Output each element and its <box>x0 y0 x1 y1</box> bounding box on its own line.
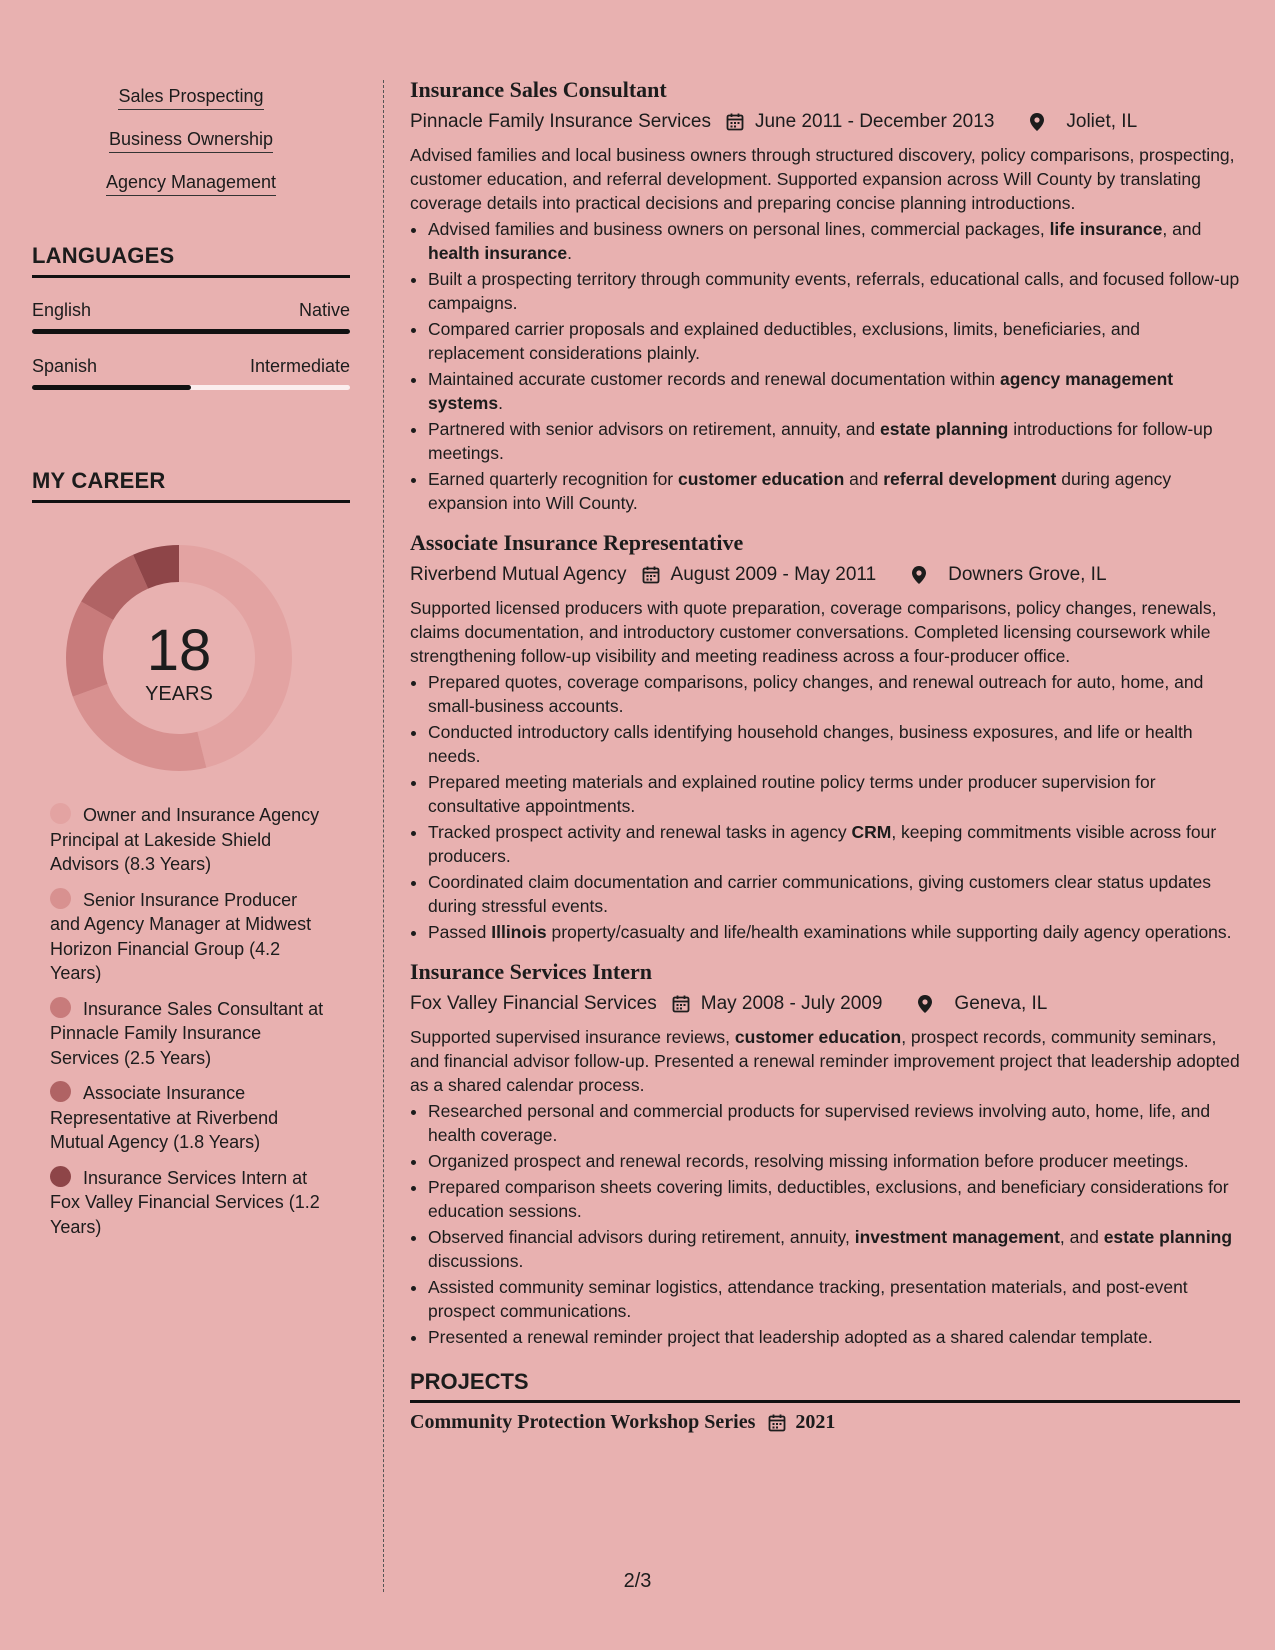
calendar-icon <box>725 112 745 132</box>
job-bullet <box>428 367 1240 415</box>
bullet-text: during agency expansion into Will County. <box>428 469 1172 513</box>
job-bullet <box>428 920 1240 944</box>
calendar-icon <box>641 565 661 585</box>
job-bullet <box>428 217 1240 265</box>
skills-list <box>32 85 350 196</box>
job-bullet <box>428 1099 1240 1147</box>
job-company: Riverbend Mutual Agency <box>410 564 627 585</box>
bullet-text: referral development <box>883 469 1057 489</box>
skill-tag: Business Ownership <box>109 128 273 153</box>
bullet-text: Tracked prospect activity and renewal tasks in agency <box>428 822 852 842</box>
bullet-text: Conducted introductory calls identifying household changes, business exposures, and life or health needs. <box>428 722 1193 766</box>
job-bullets <box>410 1099 1240 1349</box>
job-bullet <box>428 670 1240 718</box>
location-pin-icon <box>916 994 934 1014</box>
bullet-text: introductions for follow-up meetings. <box>428 419 1213 463</box>
bullet-text: . <box>498 393 503 413</box>
legend-color-dot <box>50 1081 71 1102</box>
legend-color-dot <box>50 997 71 1018</box>
bullet-text: discussions. <box>428 1251 524 1271</box>
skill-tag: Agency Management <box>106 171 276 196</box>
job-entry <box>410 529 1240 944</box>
job-bullet <box>428 1325 1240 1349</box>
job-company: Fox Valley Financial Services <box>410 993 657 1014</box>
legend-color-dot <box>50 803 71 824</box>
language-proficiency-bar <box>32 329 350 334</box>
job-dates: August 2009 - May 2011 <box>670 564 877 585</box>
job-entry <box>410 958 1240 1349</box>
bullet-text: Presented a renewal reminder project that leadership adopted as a shared calendar template. <box>428 1327 1153 1347</box>
bullet-text: Compared carrier proposals and explained deductibles, exclusions, limits, beneficiaries, and replacement considerations plainly. <box>428 319 1141 363</box>
career-legend-item <box>50 888 330 986</box>
bullet-text: CRM <box>851 822 892 842</box>
job-summary <box>410 1025 1240 1097</box>
bullet-text: Illinois <box>491 922 547 942</box>
language-proficiency-bar <box>32 385 350 390</box>
bullet-text: Organized prospect and renewal records, resolving missing information before producer meetings. <box>428 1151 1189 1171</box>
language-proficiency-fill <box>32 385 191 390</box>
project-entry <box>410 1411 1240 1434</box>
bullet-text: Partnered with senior advisors on retirement, annuity, and <box>428 419 880 439</box>
calendar-icon <box>767 1413 787 1433</box>
bullet-text: health insurance <box>428 243 568 263</box>
career-total <box>64 543 294 706</box>
bullet-text: , and <box>1059 1227 1104 1247</box>
job-location: Joliet, IL <box>1066 111 1138 132</box>
job-dates: May 2008 - July 2009 <box>700 993 883 1014</box>
bullet-text: estate planning <box>1103 1227 1233 1247</box>
job-title: Insurance Sales Consultant <box>410 77 667 102</box>
bullet-text: investment management <box>854 1227 1060 1247</box>
job-bullet <box>428 267 1240 315</box>
job-title: Associate Insurance Representative <box>410 530 744 555</box>
bullet-text: Earned quarterly recognition for <box>428 469 678 489</box>
job-bullet <box>428 467 1240 515</box>
career-legend-item <box>50 1166 330 1240</box>
job-bullet <box>428 770 1240 818</box>
language-name: English <box>32 300 92 320</box>
career-legend-label: Senior Insurance Producer and Agency Manager at Midwest Horizon Financial Group (4.2 Years) <box>50 889 312 983</box>
bullet-text: Passed <box>428 922 492 942</box>
job-bullet <box>428 317 1240 365</box>
bullet-text: Maintained accurate customer records and renewal documentation within <box>428 369 1000 389</box>
language-proficiency-fill <box>32 329 350 334</box>
bullet-text: Researched personal and commercial products for supervised reviews involving auto, home, life, and health coverage. <box>428 1101 1211 1145</box>
job-bullet <box>428 720 1240 768</box>
language-spanish <box>32 356 350 390</box>
calendar-icon <box>671 994 691 1014</box>
job-location: Downers Grove, IL <box>948 564 1107 585</box>
bullet-text: estate planning <box>880 419 1009 439</box>
legend-color-dot <box>50 1166 71 1187</box>
job-dates: June 2011 - December 2013 <box>754 111 995 132</box>
bullet-text: Prepared meeting materials and explained routine policy terms under producer supervision for consultative appointments. <box>428 772 1156 816</box>
bullet-text: Built a prospecting territory through community events, referrals, educational calls, and focused follow-up campaigns. <box>428 269 1240 313</box>
career-heading: MY CAREER <box>32 468 350 503</box>
legend-color-dot <box>50 888 71 909</box>
job-summary: Advised families and local business owners through structured discovery, policy comparisons, prospecting, customer education, and referral development. Supported expansion across Will County by translating coverage details into practical decisions and preparing concise planning introductions. <box>410 145 1235 213</box>
bullet-text: and <box>844 469 884 489</box>
bullet-text: customer education <box>678 469 845 489</box>
job-meta <box>410 110 1240 134</box>
page-number: 2/3 <box>623 1570 652 1592</box>
bullet-text: Assisted community seminar logistics, attendance tracking, presentation materials, and post-event prospect communications. <box>428 1277 1188 1321</box>
job-title: Insurance Services Intern <box>410 959 652 984</box>
job-bullets <box>410 670 1240 944</box>
bullet-text: agency management systems <box>428 369 1174 413</box>
language-level: Native <box>298 300 350 320</box>
career-total-unit: YEARS <box>145 683 213 705</box>
language-level: Intermediate <box>249 356 350 376</box>
bullet-text: life insurance <box>1049 219 1163 239</box>
job-bullet <box>428 1175 1240 1223</box>
career-legend <box>50 803 330 1239</box>
languages-heading: LANGUAGES <box>32 243 350 278</box>
career-legend-label: Owner and Insurance Agency Principal at Lakeside Shield Advisors (8.3 Years) <box>50 805 320 874</box>
location-pin-icon <box>1028 112 1046 132</box>
career-legend-item <box>50 803 330 877</box>
project-date: 2021 <box>795 1411 836 1433</box>
job-bullets <box>410 217 1240 515</box>
bullet-text: Prepared comparison sheets covering limits, deductibles, exclusions, and beneficiary considerations for education sessions. <box>428 1177 1229 1221</box>
career-legend-label: Insurance Sales Consultant at Pinnacle Family Insurance Services (2.5 Years) <box>50 998 324 1068</box>
bullet-text: . <box>567 243 572 263</box>
job-summary-text: customer education <box>734 1027 902 1047</box>
projects-heading: PROJECTS <box>410 1369 1240 1403</box>
job-bullet <box>428 417 1240 465</box>
job-meta <box>410 992 1240 1016</box>
project-name: Community Protection Workshop Series <box>410 1411 756 1433</box>
bullet-text: , and <box>1162 219 1202 239</box>
job-summary-text: , prospect records, community seminars, and financial advisor follow-up. Presented a renewal reminder improvement project that leadership adopted as a shared calendar process. <box>410 1027 1240 1095</box>
career-legend-label: Associate Insurance Representative at Riverbend Mutual Agency (1.8 Years) <box>50 1083 279 1152</box>
bullet-text: Coordinated claim documentation and carrier communications, giving customers clear status updates during stressful events. <box>428 872 1212 916</box>
career-donut-chart <box>64 543 294 773</box>
location-pin-icon <box>910 565 928 585</box>
bullet-text: Advised families and business owners on personal lines, commercial packages, <box>428 219 1050 239</box>
career-total-number: 18 <box>146 618 212 683</box>
career-legend-item <box>50 997 330 1071</box>
job-location: Geneva, IL <box>954 993 1048 1014</box>
sidebar <box>32 0 350 1250</box>
language-name: Spanish <box>32 356 98 376</box>
job-summary: Supported licensed producers with quote preparation, coverage comparisons, policy changes, renewals, claims documentation, and introductory customer conversations. Completed licensing coursework while strengthening follow-up visibility and meeting readiness across a four-producer office. <box>410 598 1217 666</box>
job-entry <box>410 76 1240 515</box>
language-english <box>32 300 350 334</box>
bullet-text: property/casualty and life/health examinations while supporting daily agency operations. <box>546 922 1232 942</box>
main-content <box>410 76 1240 1434</box>
column-divider <box>383 80 384 1592</box>
career-legend-label: Insurance Services Intern at Fox Valley Financial Services (1.2 Years) <box>50 1167 320 1237</box>
job-bullet <box>428 1225 1240 1273</box>
job-company: Pinnacle Family Insurance Services <box>410 111 711 132</box>
skill-tag: Sales Prospecting <box>118 85 263 110</box>
career-legend-item <box>50 1081 330 1155</box>
job-bullet <box>428 870 1240 918</box>
job-meta <box>410 563 1240 587</box>
job-bullet <box>428 1275 1240 1323</box>
bullet-text: , keeping commitments visible across four producers. <box>428 822 1217 866</box>
bullet-text: Observed financial advisors during retirement, annuity, <box>428 1227 855 1247</box>
job-summary-text: Supported supervised insurance reviews, <box>410 1027 735 1047</box>
job-bullet <box>428 820 1240 868</box>
job-bullet <box>428 1149 1240 1173</box>
bullet-text: Prepared quotes, coverage comparisons, policy changes, and renewal outreach for auto, home, and small-business accounts. <box>428 672 1204 716</box>
